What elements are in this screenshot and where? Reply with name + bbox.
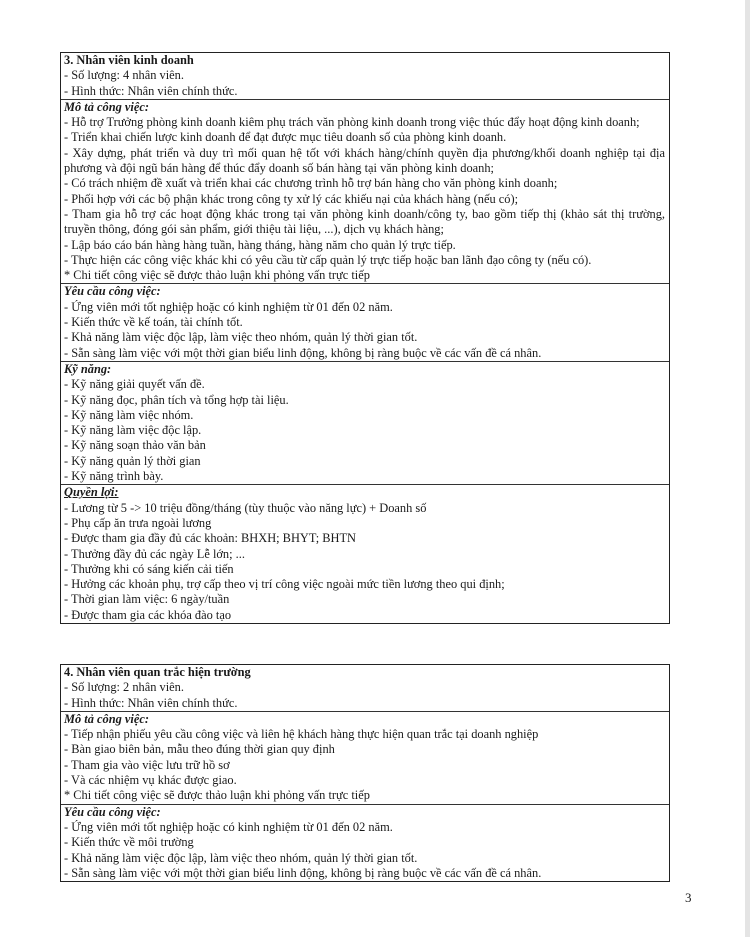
list-item: - Hưởng các khoản phụ, trợ cấp theo vị trí công việc ngoài mức tiền lương theo qui định; — [64, 577, 505, 592]
section-heading: Mô tả công việc: — [64, 711, 149, 726]
job-header — [61, 53, 669, 99]
list-item: - Kỹ năng soạn thảo văn bản — [64, 438, 206, 453]
list-item: - Được tham gia các khóa đào tạo — [64, 607, 232, 622]
list-item: - Phối hợp với các bộ phận khác trong công ty xử lý các khiếu nại của khách hàng (nếu có); — [64, 191, 519, 206]
job-title: 4. Nhân viên quan trắc hiện trường — [64, 665, 251, 679]
list-item: - Có trách nhiệm đề xuất và triển khai các chương trình hỗ trợ bán hàng cho văn phòng kinh doanh; — [64, 176, 558, 191]
list-item: - Khả năng làm việc độc lập, làm việc theo nhóm, quản lý thời gian tốt. — [64, 330, 418, 345]
list-item-note: * Chi tiết công việc sẽ được thảo luận khi phỏng vấn trực tiếp — [64, 268, 370, 283]
list-item: - Kiến thức về môi trường — [64, 835, 194, 850]
section-heading: Kỹ năng: — [64, 361, 112, 376]
list-item: - Kỹ năng đọc, phân tích và tổng hợp tài liệu. — [64, 392, 289, 407]
list-item: - Thưởng đầy đủ các ngày Lễ lớn; ... — [64, 546, 245, 561]
list-item: - Sẵn sàng làm việc với một thời gian biểu linh động, không bị ràng buộc về các vấn đề cá nhân. — [64, 345, 542, 360]
list-item: - Tham gia hỗ trợ các hoạt động khác trong tại văn phòng kinh doanh/công ty, bao gồm tiếp thị (khảo sát thị trường, truyền thông, đóng gói sản phẩm, giới thiệu tài liệu, ...), dịch vụ khách hàng; — [64, 206, 665, 237]
job-quantity: - Số lượng: 4 nhân viên. — [64, 68, 184, 83]
section-heading: Yêu cầu công việc: — [64, 284, 161, 299]
list-item: - Kỹ năng làm việc nhóm. — [64, 407, 194, 422]
list-item: - Bàn giao biên bản, mẫu theo đúng thời gian quy định — [64, 742, 335, 757]
job-header — [61, 665, 669, 711]
job-type: - Hình thức: Nhân viên chính thức. — [64, 695, 238, 710]
list-item: - Tiếp nhận phiếu yêu cầu công việc và liên hệ khách hàng thực hiện quan trắc tại doanh nghiệp — [64, 727, 539, 742]
section-heading: Mô tả công việc: — [64, 99, 149, 114]
job-description-section — [61, 99, 669, 284]
job-quantity: - Số lượng: 2 nhân viên. — [64, 680, 184, 695]
list-item: - Phụ cấp ăn trưa ngoài lương — [64, 515, 212, 530]
list-item: - Thực hiện các công việc khác khi có yêu cầu từ cấp quản lý trực tiếp hoặc ban lãnh đạo công ty (nếu có). — [64, 252, 592, 267]
list-item: - Sẵn sàng làm việc với một thời gian biểu linh động, không bị ràng buộc về các vấn đề cá nhân. — [64, 865, 542, 880]
list-item: - Và các nhiệm vụ khác được giao. — [64, 773, 237, 788]
list-item: - Lương từ 5 -> 10 triệu đồng/tháng (tùy thuộc vào năng lực) + Doanh số — [64, 500, 427, 515]
list-item: - Thưởng khi có sáng kiến cải tiến — [64, 561, 234, 576]
job-table-sales — [60, 52, 670, 624]
list-item: - Ứng viên mới tốt nghiệp hoặc có kinh nghiệm từ 01 đến 02 năm. — [64, 819, 393, 834]
list-item: - Khả năng làm việc độc lập, làm việc theo nhóm, quản lý thời gian tốt. — [64, 850, 418, 865]
job-title: 3. Nhân viên kinh doanh — [64, 53, 194, 67]
job-requirements-section — [61, 804, 669, 881]
section-heading: Yêu cầu công việc: — [64, 804, 161, 819]
job-type: - Hình thức: Nhân viên chính thức. — [64, 83, 238, 98]
job-table-field-monitoring — [60, 664, 670, 882]
job-description-section — [61, 711, 669, 804]
list-item: - Hỗ trợ Trưởng phòng kinh doanh kiêm phụ trách văn phòng kinh doanh trong việc thúc đẩy hoạt động kinh doanh; — [64, 115, 640, 130]
list-item: - Kỹ năng giải quyết vấn đề. — [64, 377, 205, 392]
page-number: 3 — [685, 890, 692, 905]
list-item: - Triển khai chiến lược kinh doanh để đạt được mục tiêu doanh số của phòng kinh doanh. — [64, 130, 507, 145]
list-item: - Thời gian làm việc: 6 ngày/tuần — [64, 592, 230, 607]
list-item-note: * Chi tiết công việc sẽ được thảo luận khi phỏng vấn trực tiếp — [64, 788, 370, 803]
list-item: - Tham gia vào việc lưu trữ hồ sơ — [64, 757, 230, 772]
list-item: - Được tham gia đầy đủ các khoản: BHXH; BHYT; BHTN — [64, 531, 357, 546]
section-heading: Quyền lợi: — [64, 485, 119, 500]
list-item: - Kỹ năng trình bày. — [64, 469, 164, 484]
list-item: - Ứng viên mới tốt nghiệp hoặc có kinh nghiệm từ 01 đến 02 năm. — [64, 299, 393, 314]
job-requirements-section — [61, 283, 669, 360]
page-edge-strip — [745, 0, 750, 937]
job-skills-section — [61, 361, 669, 484]
list-item: - Lập báo cáo bán hàng hàng tuần, hàng tháng, hàng năm cho quản lý trực tiếp. — [64, 237, 456, 252]
list-item: - Kỹ năng quản lý thời gian — [64, 453, 201, 468]
list-item: - Kiến thức về kế toán, tài chính tốt. — [64, 315, 243, 330]
job-benefits-section — [61, 484, 669, 623]
list-item: - Kỹ năng làm việc độc lập. — [64, 423, 202, 438]
list-item: - Xây dựng, phát triển và duy trì mối quan hệ tốt với khách hàng/chính quyền địa phương/khối doanh nghiệp tại địa phương và đội ngũ bán hàng để thúc đẩy doanh số bán hàng tại văn phòng kinh doanh; — [64, 145, 665, 176]
